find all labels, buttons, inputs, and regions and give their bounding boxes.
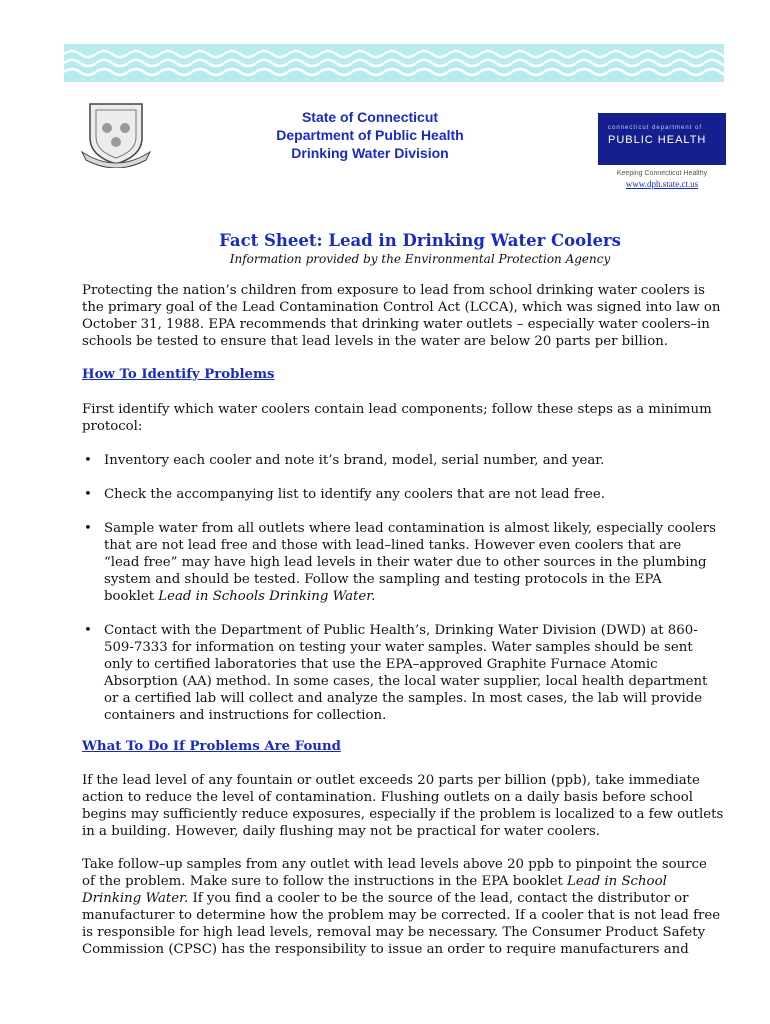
- text-line: Sample water from all outlets where lead contamination is almost likely, especially coolers: [104, 521, 716, 536]
- text-line: Check the accompanying list to identify any coolers that are not lead free.: [104, 487, 605, 502]
- text-line: the primary goal of the Lead Contamination Control Act (LCCA), which was signed into law on: [82, 300, 721, 315]
- dph-url-link[interactable]: www.dph.state.ct.us: [625, 179, 699, 189]
- section2-paragraph-2: [82, 856, 722, 958]
- page-title: Fact Sheet: Lead in Drinking Water Coolers: [219, 231, 621, 250]
- text-line: manufacturer to determine how the problem may be corrected. If a cooler that is not lead free: [82, 908, 721, 923]
- text-run: If you find a cooler to be the source of the lead, contact the distributor or: [188, 891, 689, 906]
- text-line: Contact with the Department of Public Health’s, Drinking Water Division (DWD) at 860-: [104, 623, 698, 638]
- bullet-item-contact-dwd: [104, 622, 724, 724]
- text-line: begins may sufficiently reduce exposures, especially if the problem is localized to a few outlets: [82, 807, 724, 822]
- text-line: is responsible for high lead levels, removal may be necessary. The Consumer Product Safety: [82, 925, 706, 940]
- bullet-item-inventory: [104, 452, 724, 469]
- booklet-title: Lead in Schools Drinking Water.: [158, 589, 376, 604]
- dph-logo-small-text: connecticut department of: [608, 125, 703, 131]
- agency-line-department: Department of Public Health: [276, 127, 464, 143]
- text-line: [104, 588, 724, 605]
- bullet-item-sample-water: [104, 520, 724, 605]
- text-line: Inventory each cooler and note it’s brand, model, serial number, and year.: [104, 453, 605, 468]
- text-line: If the lead level of any fountain or outlet exceeds 20 parts per billion (ppb), take immediate: [82, 773, 700, 788]
- text-line: [82, 890, 722, 907]
- state-seal-icon: [80, 100, 152, 168]
- text-run: of the problem. Make sure to follow the instructions in the EPA booklet: [82, 874, 568, 889]
- wave-banner: [64, 44, 724, 82]
- intro-paragraph: [82, 282, 722, 350]
- page-subtitle: Information provided by the Environmental Protection Agency: [229, 252, 611, 266]
- bullet-dot: •: [84, 623, 92, 638]
- text-line: schools be tested to ensure that lead levels in the water are below 20 parts per billion.: [82, 334, 668, 349]
- text-line: October 31, 1988. EPA recommends that drinking water outlets – especially water coolers–in: [82, 317, 710, 332]
- text-line: First identify which water coolers contain lead components; follow these steps as a minimum: [82, 402, 712, 417]
- text-line: or a certified lab will collect and analyze the samples. In most cases, the lab will provide: [104, 691, 703, 706]
- text-line: Commission (CPSC) has the responsibility to issue an order to require manufacturers and: [82, 942, 689, 957]
- booklet-title: Drinking Water.: [82, 891, 189, 906]
- agency-header: [210, 108, 530, 162]
- text-line: protocol:: [82, 419, 143, 434]
- agency-line-division: Drinking Water Division: [291, 145, 449, 161]
- dph-logo: [598, 113, 726, 165]
- section-heading-identify: How To Identify Problems: [82, 367, 275, 382]
- text-line: Absorption (AA) method. In some cases, the local water supplier, local health department: [104, 674, 708, 689]
- text-run: booklet: [104, 589, 159, 604]
- section2-paragraph-1: [82, 772, 722, 840]
- section-heading-problems-found: What To Do If Problems Are Found: [82, 739, 341, 754]
- bullet-dot: •: [84, 487, 92, 502]
- section1-intro: [82, 401, 722, 435]
- dph-tagline: Keeping Connecticut Healthy: [616, 170, 708, 177]
- text-line: only to certified laboratories that use the EPA–approved Graphite Furnace Atomic: [104, 657, 658, 672]
- bullet-item-check-list: [104, 486, 724, 503]
- text-line: action to reduce the level of contamination. Flushing outlets on a daily basis before school: [82, 790, 694, 805]
- text-line: Protecting the nation’s children from exposure to lead from school drinking water coolers is: [82, 283, 705, 298]
- text-line: containers and instructions for collection.: [104, 708, 387, 723]
- text-line: [82, 873, 722, 890]
- dph-logo-big-text: PUBLIC HEALTH: [608, 134, 707, 146]
- text-line: in a building. However, daily flushing may not be practical for water coolers.: [82, 824, 601, 839]
- text-line: Take follow–up samples from any outlet with lead levels above 20 ppb to pinpoint the source: [82, 857, 707, 872]
- booklet-title: Lead in School: [567, 874, 667, 889]
- text-line: 509-7333 for information on testing your water samples. Water samples should be sent: [104, 640, 693, 655]
- agency-line-state: State of Connecticut: [301, 109, 439, 125]
- text-line: system and should be tested. Follow the sampling and testing protocols in the EPA: [104, 572, 662, 587]
- bullet-dot: •: [84, 521, 92, 536]
- bullet-dot: •: [84, 453, 92, 468]
- text-line: that are not lead free and those with lead–lined tanks. However even coolers that are: [104, 538, 682, 553]
- text-line: “lead free” may have high lead levels in their water due to other sources in the plumbing: [104, 555, 707, 570]
